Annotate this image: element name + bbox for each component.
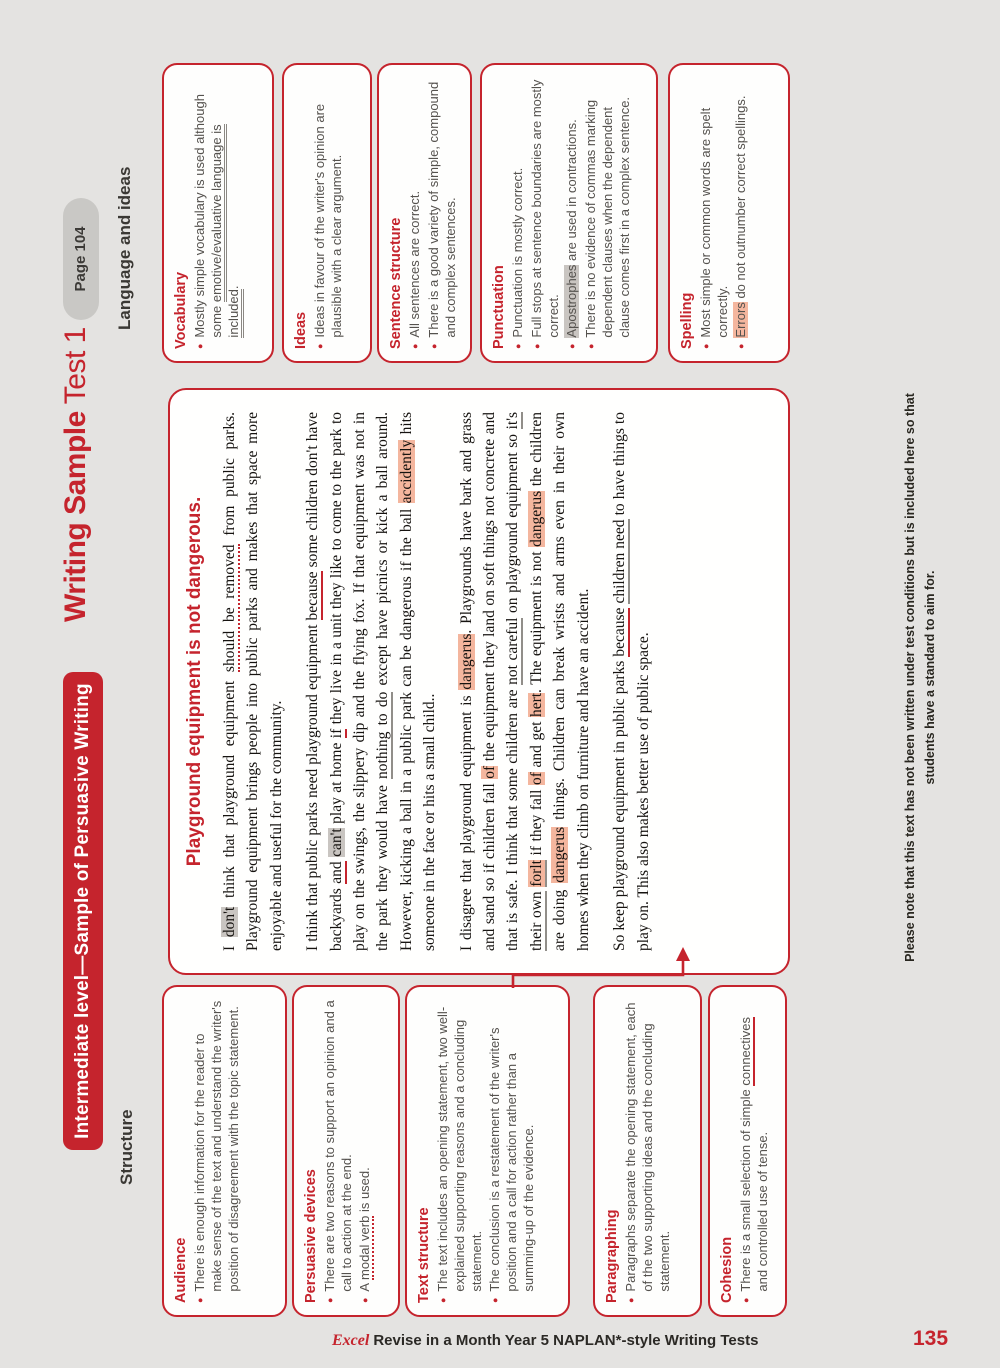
page-ref-pill: Page 104 bbox=[63, 198, 99, 320]
bullet-text: The text includes an opening statement, two well-explained supporting reasons and a concluding statement. bbox=[435, 1006, 484, 1292]
bullet-item bbox=[191, 999, 242, 1303]
bullet-text: There are two reasons to support an opinion and a call to action at the end. bbox=[322, 1000, 354, 1292]
footer-text: Revise in a Month Year 5 NAPLAN*-style Writing Tests bbox=[373, 1332, 759, 1349]
bullet-icon: ● bbox=[736, 343, 746, 349]
footer-brand: Excel bbox=[332, 1332, 370, 1349]
bullet-item bbox=[697, 77, 731, 349]
bullet-item bbox=[191, 77, 242, 349]
text-structure-box bbox=[405, 985, 570, 1317]
bullet-text: Errors do not outnumber correct spellings. bbox=[733, 95, 748, 338]
footer bbox=[332, 1332, 758, 1350]
bullet-icon: ● bbox=[429, 343, 439, 349]
bullet-icon: ● bbox=[325, 1297, 335, 1303]
persuasive-devices-box bbox=[292, 985, 400, 1317]
bullet-icon: ● bbox=[586, 343, 596, 349]
bullet-item bbox=[737, 999, 771, 1303]
rotated-content bbox=[55, 55, 965, 1325]
box-heading: Spelling bbox=[679, 292, 695, 349]
box-heading: Audience bbox=[173, 1237, 189, 1303]
bullet-item bbox=[486, 999, 537, 1303]
bullet-text: There is enough information for the reader to make sense of the text and understand the writer's position of disagreement with the topic statement. bbox=[192, 1000, 241, 1292]
cohesion-box bbox=[708, 985, 787, 1317]
vocabulary-box bbox=[162, 63, 274, 363]
bullet-item bbox=[622, 999, 673, 1303]
punctuation-box bbox=[480, 63, 658, 363]
bullet-icon: ● bbox=[438, 1297, 448, 1303]
essay-box bbox=[168, 388, 790, 975]
box-heading: Cohesion bbox=[719, 1236, 735, 1303]
box-heading: Persuasive devices bbox=[303, 1169, 319, 1303]
essay-paragraph: I disagree that playground equipment is dangerus. Playgrounds have bark and grass and sand so if children fall of the equipment they land on soft things not concrete and that is safe. I think that some children are not careful on playground equipment so it's their own forlt if they fall of and get hert. The equipment is not dangerus the children are doing dangerus things. Children can break wrists and arms even in their own homes when they climb on furniture and have an accident. bbox=[457, 411, 592, 951]
spelling-box bbox=[668, 63, 790, 363]
paragraphing-box bbox=[593, 985, 702, 1317]
bullet-icon: ● bbox=[360, 1297, 370, 1303]
essay-paragraph: I don't think that playground equipment should be removed from public parks. Playground equipment brings people into public parks and makes that space more enjoyable and useful for the community. bbox=[221, 412, 285, 951]
bullet-text: The conclusion is a restatement of the writer's position and a call for action rather than a summing-up of the evidence. bbox=[487, 1027, 536, 1292]
bullet-item bbox=[406, 77, 424, 349]
page-title bbox=[59, 327, 93, 622]
box-heading: Vocabulary bbox=[173, 271, 189, 349]
box-heading: Sentence structure bbox=[388, 217, 404, 349]
bullet-icon: ● bbox=[195, 1297, 205, 1303]
bullet-text: Punctuation is mostly correct. bbox=[510, 167, 525, 338]
bullet-icon: ● bbox=[532, 343, 542, 349]
bullet-item bbox=[356, 999, 374, 1303]
essay-paragraph: So keep playground equipment in public parks because children need to have things to play on. This also makes better use of public space. bbox=[611, 412, 652, 951]
side-note: Please note that this text has not been written under test conditions but is included here so that students have a standard to aim for. bbox=[903, 393, 937, 962]
language-ideas-label: Language and ideas bbox=[115, 166, 134, 330]
bullet-icon: ● bbox=[626, 1297, 636, 1303]
bullet-item bbox=[509, 77, 527, 349]
bullet-text: Mostly simple vocabulary is used although some emotive/evaluative language is included. bbox=[191, 77, 242, 338]
bullet-item bbox=[563, 77, 581, 349]
bullet-item bbox=[528, 77, 562, 349]
bullet-text: There is a good variety of simple, compound and complex sentences. bbox=[426, 81, 458, 338]
structure-label: Structure bbox=[117, 1109, 136, 1185]
bullet-icon: ● bbox=[410, 343, 420, 349]
box-heading: Paragraphing bbox=[604, 1209, 620, 1303]
bullet-icon: ● bbox=[315, 343, 325, 349]
audience-box bbox=[162, 985, 287, 1317]
bullet-text: Most simple or common words are spelt correctly. bbox=[698, 107, 730, 338]
bullet-text: Paragraphs separate the opening statement, each of the two supporting ideas and the concluding statement. bbox=[623, 1002, 672, 1292]
bullet-icon: ● bbox=[195, 343, 205, 349]
bullet-text: All sentences are correct. bbox=[407, 190, 422, 338]
bullet-text: Full stops at sentence boundaries are mostly correct. bbox=[529, 79, 561, 338]
page-title-bold: Writing Sample bbox=[59, 411, 92, 622]
bullet-item bbox=[425, 77, 459, 349]
bullet-item bbox=[732, 77, 750, 349]
bullet-icon: ● bbox=[701, 343, 711, 349]
page-title-light: Test 1 bbox=[59, 327, 92, 405]
box-heading: Punctuation bbox=[491, 265, 507, 349]
bullet-item bbox=[582, 77, 633, 349]
level-badge: Intermediate level—Sample of Persuasive Writing bbox=[63, 672, 103, 1150]
box-heading: Ideas bbox=[293, 311, 309, 349]
essay-paragraph: I think that public parks need playground equipment because some children don't have backyards and can't play at home if they live in a unit they like to come to the park to play on the swings, the slippery dip and the flying fox. If that equipment was not in the park they would have nothing to do except have picnics or kick a ball around. However, kicking a ball in a public park can be dangerous if the ball accidently hits someone in the face or hits a small child.. bbox=[304, 412, 439, 951]
bullet-text: Apostrophes are used in contractions. bbox=[564, 119, 579, 338]
bullet-icon: ● bbox=[741, 1297, 751, 1303]
bullet-item bbox=[434, 999, 485, 1303]
box-heading: Text structure bbox=[416, 1207, 432, 1303]
bullet-icon: ● bbox=[567, 343, 577, 349]
bullet-icon: ● bbox=[490, 1297, 500, 1303]
bullet-text: Ideas in favour of the writer's opinion are plausible with a clear argument. bbox=[312, 103, 344, 338]
bullet-item bbox=[321, 999, 355, 1303]
essay-title: Playground equipment is not dangerous. bbox=[184, 496, 205, 867]
ideas-box bbox=[282, 63, 372, 363]
bullet-text: There is no evidence of commas marking dependent clauses when the dependent clause comes first in a complex sentence. bbox=[583, 96, 632, 338]
sentence-structure-box bbox=[377, 63, 472, 363]
bullet-text: There is a small selection of simple connectives and controlled use of tense. bbox=[738, 1016, 770, 1292]
bullet-icon: ● bbox=[513, 343, 523, 349]
bullet-item bbox=[311, 77, 345, 349]
bullet-text: A modal verb is used. bbox=[357, 1167, 372, 1292]
page-number: 135 bbox=[913, 1327, 949, 1350]
